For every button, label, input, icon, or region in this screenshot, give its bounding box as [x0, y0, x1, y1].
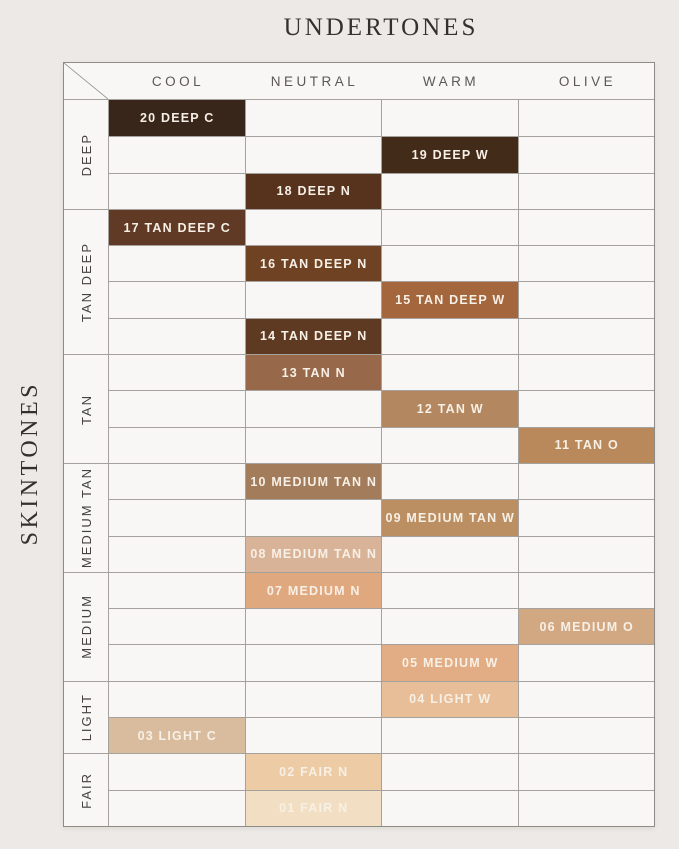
shade-label: 16 TAN DEEP N — [259, 256, 368, 271]
empty-cell — [108, 681, 245, 717]
empty-cell — [245, 717, 382, 753]
empty-cell — [518, 245, 655, 281]
empty-cell — [245, 681, 382, 717]
empty-cell — [381, 536, 518, 572]
empty-cell — [245, 136, 382, 172]
empty-cell — [381, 209, 518, 245]
row-group-light — [64, 681, 108, 754]
row-group-tan — [64, 354, 108, 463]
shade-label: 06 MEDIUM O — [539, 619, 634, 634]
empty-cell — [518, 644, 655, 680]
corner-cell — [64, 63, 108, 100]
empty-cell — [381, 717, 518, 753]
shade-label: 09 MEDIUM TAN W — [385, 510, 516, 525]
shade-grid — [63, 62, 655, 827]
empty-cell — [381, 608, 518, 644]
shade-label: 01 FAIR N — [279, 801, 349, 816]
empty-cell — [108, 790, 245, 826]
shade-label: 17 TAN DEEP C — [123, 220, 232, 235]
shade-swatch-18-deep-n — [245, 173, 382, 209]
empty-cell — [108, 281, 245, 317]
shade-swatch-16-tan-deep-n — [245, 245, 382, 281]
column-header-cool: COOL — [108, 63, 245, 100]
shade-swatch-07-medium-n — [245, 572, 382, 608]
empty-cell — [381, 427, 518, 463]
empty-cell — [381, 572, 518, 608]
row-group-label: LIGHT — [78, 693, 94, 742]
empty-cell — [108, 136, 245, 172]
empty-cell — [108, 390, 245, 426]
empty-cell — [245, 427, 382, 463]
shade-swatch-10-medium-tan-n — [245, 463, 382, 499]
empty-cell — [108, 463, 245, 499]
empty-cell — [108, 245, 245, 281]
empty-cell — [245, 390, 382, 426]
empty-cell — [381, 173, 518, 209]
row-group-label: TAN — [78, 393, 94, 425]
empty-cell — [108, 753, 245, 789]
row-group-deep — [64, 100, 108, 209]
empty-cell — [518, 499, 655, 535]
shade-swatch-08-medium-tan-n — [245, 536, 382, 572]
empty-cell — [245, 608, 382, 644]
shade-swatch-20-deep-c — [108, 100, 245, 136]
empty-cell — [245, 100, 382, 136]
empty-cell — [518, 536, 655, 572]
empty-cell — [108, 427, 245, 463]
empty-cell — [518, 136, 655, 172]
shade-swatch-14-tan-deep-n — [245, 318, 382, 354]
skintones-axis — [0, 100, 60, 827]
shade-label: 11 TAN O — [554, 438, 619, 453]
empty-cell — [108, 536, 245, 572]
corner-diagonal-line — [64, 63, 108, 99]
row-group-label: FAIR — [78, 771, 94, 809]
empty-cell — [381, 753, 518, 789]
skintones-axis-label: SKINTONES — [16, 381, 43, 546]
empty-cell — [108, 318, 245, 354]
shade-label: 07 MEDIUM N — [266, 583, 361, 598]
row-group-fair — [64, 753, 108, 826]
empty-cell — [108, 644, 245, 680]
empty-cell — [518, 753, 655, 789]
shade-label: 04 LIGHT W — [409, 692, 492, 707]
row-group-tan-deep — [64, 209, 108, 354]
shade-swatch-03-light-c — [108, 717, 245, 753]
row-group-label: TAN DEEP — [78, 241, 94, 323]
shade-swatch-09-medium-tan-w — [381, 499, 518, 535]
empty-cell — [518, 790, 655, 826]
empty-cell — [108, 608, 245, 644]
shade-swatch-04-light-w — [381, 681, 518, 717]
empty-cell — [381, 318, 518, 354]
shade-swatch-17-tan-deep-c — [108, 209, 245, 245]
column-header-olive: OLIVE — [518, 63, 655, 100]
row-group-label: MEDIUM — [78, 594, 94, 660]
shade-label: 10 MEDIUM TAN N — [250, 474, 378, 489]
empty-cell — [108, 173, 245, 209]
empty-cell — [245, 499, 382, 535]
empty-cell — [108, 354, 245, 390]
empty-cell — [381, 100, 518, 136]
column-header-neutral: NEUTRAL — [245, 63, 382, 100]
shade-label: 12 TAN W — [416, 402, 484, 417]
column-header-warm: WARM — [381, 63, 518, 100]
shade-label: 15 TAN DEEP W — [395, 293, 506, 308]
empty-cell — [518, 390, 655, 426]
empty-cell — [108, 499, 245, 535]
empty-cell — [518, 354, 655, 390]
shade-swatch-15-tan-deep-w — [381, 281, 518, 317]
empty-cell — [518, 281, 655, 317]
row-group-label: MEDIUM TAN — [78, 467, 94, 569]
shade-swatch-19-deep-w — [381, 136, 518, 172]
shade-swatch-01-fair-n — [245, 790, 382, 826]
row-group-medium — [64, 572, 108, 681]
shade-label: 03 LIGHT C — [137, 728, 217, 743]
empty-cell — [518, 572, 655, 608]
row-group-label: DEEP — [78, 132, 94, 177]
shade-label: 08 MEDIUM TAN N — [250, 547, 378, 562]
shade-swatch-06-medium-o — [518, 608, 655, 644]
empty-cell — [518, 209, 655, 245]
empty-cell — [381, 463, 518, 499]
shade-label: 18 DEEP N — [276, 184, 351, 199]
shade-label: 13 TAN N — [281, 365, 346, 380]
shade-label: 05 MEDIUM W — [401, 656, 499, 671]
empty-cell — [245, 644, 382, 680]
empty-cell — [518, 100, 655, 136]
empty-cell — [108, 572, 245, 608]
shade-swatch-13-tan-n — [245, 354, 382, 390]
empty-cell — [245, 281, 382, 317]
shade-swatch-11-tan-o — [518, 427, 655, 463]
shade-swatch-05-medium-w — [381, 644, 518, 680]
empty-cell — [381, 790, 518, 826]
shade-label: 14 TAN DEEP N — [259, 329, 368, 344]
empty-cell — [518, 463, 655, 499]
empty-cell — [518, 717, 655, 753]
shade-label: 19 DEEP W — [411, 147, 489, 162]
shade-swatch-12-tan-w — [381, 390, 518, 426]
empty-cell — [518, 681, 655, 717]
empty-cell — [381, 354, 518, 390]
empty-cell — [518, 173, 655, 209]
empty-cell — [518, 318, 655, 354]
row-group-medium-tan — [64, 463, 108, 572]
shade-swatch-02-fair-n — [245, 753, 382, 789]
empty-cell — [381, 245, 518, 281]
shade-label: 02 FAIR N — [279, 765, 349, 780]
shade-label: 20 DEEP C — [140, 111, 215, 126]
empty-cell — [245, 209, 382, 245]
undertones-title: UNDERTONES — [283, 14, 479, 41]
